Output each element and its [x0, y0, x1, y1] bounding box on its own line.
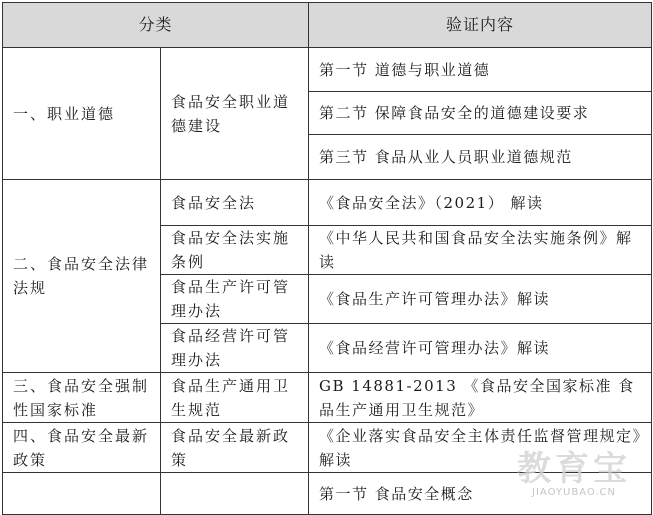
content-item: GB 14881-2013 《食品安全国家标准 食品生产通用卫生规范》	[309, 373, 652, 423]
header-category: 分类	[3, 3, 309, 48]
table-header-row	[3, 3, 652, 48]
header-content: 验证内容	[309, 3, 652, 48]
content-item: 第三节 食品从业人员职业道德规范	[309, 135, 652, 180]
table-row	[3, 48, 652, 92]
watermark-main: 教育宝	[517, 449, 631, 489]
content-item: 第一节 道德与职业道德	[309, 48, 652, 92]
section-name: 四、食品安全最新政策	[3, 423, 161, 473]
subsection-name	[161, 473, 309, 515]
subsection-name: 食品安全最新政策	[161, 423, 309, 473]
section-name: 一、职业道德	[3, 48, 161, 180]
subsection-name: 食品安全法	[161, 180, 309, 226]
content-item: 第一节 食品安全概念	[309, 473, 652, 515]
watermark-sub: JIAOYUBAO.CN	[532, 487, 616, 498]
section-name: 三、食品安全强制性国家标准	[3, 373, 161, 423]
content-item: 《企业落实食品安全主体责任监督管理规定》解读	[309, 423, 652, 473]
section-name	[3, 473, 161, 515]
section-name: 二、食品安全法律法规	[3, 180, 161, 373]
content-item: 《中华人民共和国食品安全法实施条例》解读	[309, 226, 652, 275]
subsection-name: 食品生产许可管理办法	[161, 275, 309, 324]
content-item: 《食品经营许可管理办法》解读	[309, 324, 652, 373]
table-row	[3, 180, 652, 226]
table-row	[3, 373, 652, 423]
curriculum-table	[2, 2, 652, 515]
subsection-name: 食品安全法实施条例	[161, 226, 309, 275]
subsection-name: 食品经营许可管理办法	[161, 324, 309, 373]
content-item: 《食品安全法》（2021） 解读	[309, 180, 652, 226]
content-item: 《食品生产许可管理办法》解读	[309, 275, 652, 324]
table-row	[3, 473, 652, 515]
subsection-name: 食品安全职业道德建设	[161, 48, 309, 180]
table-row	[3, 423, 652, 473]
content-item: 第二节 保障食品安全的道德建设要求	[309, 92, 652, 135]
subsection-name: 食品生产通用卫生规范	[161, 373, 309, 423]
